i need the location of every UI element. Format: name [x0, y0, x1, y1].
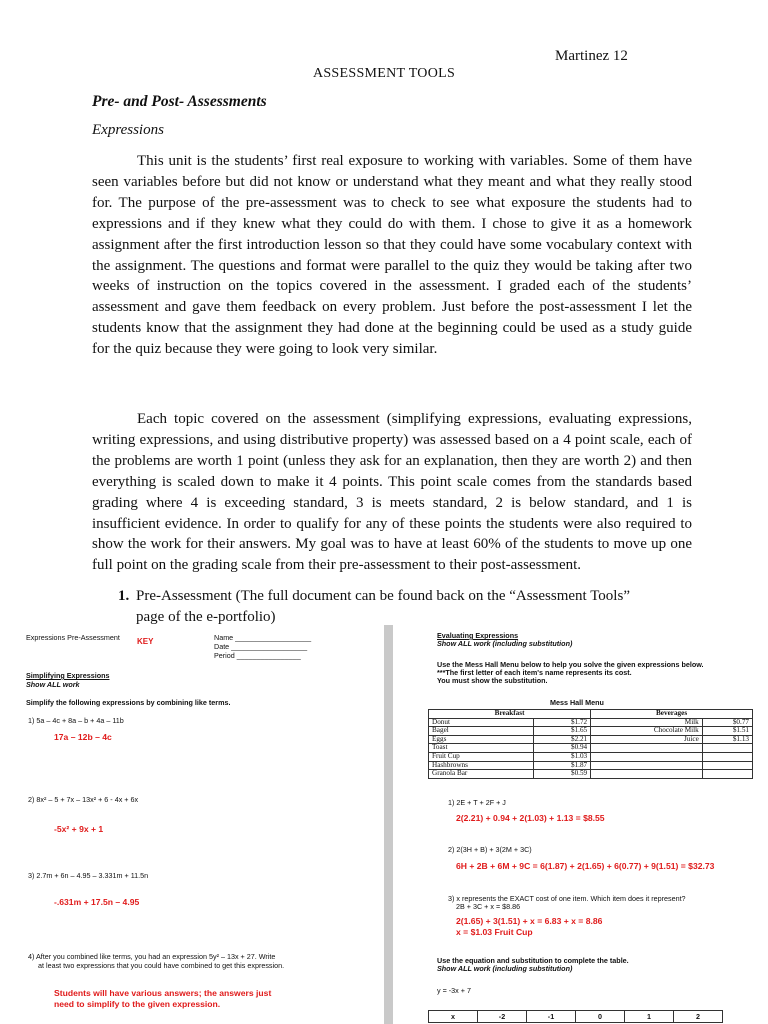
section-subheading: Expressions	[92, 122, 164, 138]
simplify-instruction: Simplify the following expressions by combining like terms.	[26, 698, 231, 707]
menu-cell	[591, 752, 703, 761]
answer-2: -5x² + 9x + 1	[54, 824, 104, 834]
worksheet-image	[18, 625, 753, 1024]
show-work-note: Show ALL work	[26, 680, 80, 689]
menu-cell: $0.59	[534, 770, 591, 779]
menu-cell: $0.77	[702, 718, 752, 727]
paragraph-2-text: Each topic covered on the assessment (simplifying expressions, evaluating expressions, writing expressions, and using distributive property) was assessed based on a 4 point scale, each of the problems are worth 1 point (unless they ask for an explanation, then they are worth 2) and then everything is scaled down to make it 4 points. This point scale comes from the standards based grading where 4 is exceeding standard, 3 is meets standard, 2 is below standard, and 1 is insufficient evidence. In order to qualify for any of these points the students were also required to show the work for their answers. My goal was to have at least 60% of the students to move up one full point on the grading scale from their pre-assessment to their post-assessment.	[92, 411, 692, 574]
answer-1: 17a – 12b – 4c	[54, 732, 112, 742]
table-row	[429, 761, 753, 770]
simplifying-heading: Simplifying Expressions	[26, 671, 110, 680]
menu-cell: Hashbrowns	[429, 761, 534, 770]
table-show-work-note: Show ALL work (including substitution)	[437, 964, 573, 973]
eval-answer-2: 6H + 2B + 6M + 9C = 6(1.87) + 2(1.65) + 6(0.77) + 9(1.51) = $32.73	[456, 861, 715, 871]
xy-table-header: -2	[478, 1011, 527, 1023]
table-row	[429, 770, 753, 779]
worksheet-divider	[384, 625, 393, 1024]
page-title: ASSESSMENT TOOLS	[312, 66, 456, 81]
question-1: 1) 5a – 4c + 8a – b + 4a – 11b	[28, 716, 124, 725]
answer-4-line2: need to simplify to the given expression.	[54, 999, 221, 1009]
paragraph-2	[92, 409, 692, 576]
menu-cell: Donut	[429, 718, 534, 727]
key-label: KEY	[137, 637, 154, 646]
equation: y = -3x + 7	[437, 986, 471, 995]
mess-hall-menu-table	[428, 709, 753, 779]
menu-cell: $0.94	[534, 744, 591, 753]
menu-cell: $1.65	[534, 727, 591, 736]
menu-cell	[591, 770, 703, 779]
period-field: Period ________________	[214, 651, 301, 660]
worksheet-title: Expressions Pre-Assessment	[26, 633, 120, 642]
page-header-name: Martinez 12	[555, 48, 628, 64]
menu-cell: Milk	[591, 718, 703, 727]
eval-question-2: 2) 2(3H + B) + 3(2M + 3C)	[448, 845, 532, 854]
menu-instruction: Use the Mess Hall Menu below to help you solve the given expressions below.	[437, 660, 704, 669]
table-row	[429, 727, 753, 736]
question-4-line1: 4) After you combined like terms, you had an expression 5y² – 13x + 27. Write	[28, 952, 276, 961]
menu-cell: $2.21	[534, 735, 591, 744]
paragraph-1-text: This unit is the students’ first real exposure to working with variables. Some of them have seen variables before but did not know or understand what they meant and what they really stood for. The purpose of the pre-assessment was to check to see what exposure the students had to expressions and if they knew what they could do with them. I chose to give it as a homework assignment after the first introduction lesson so that they could have some vocabulary context with the assignment. The questions and format were parallel to the quiz they would be taking after two weeks of instruction on the topics covered in the assessment. I graded each of the students’ assessment and gave them feedback on every problem. Just before the post-assessment I let the students know that the assignment they had done at the beginning could be used as a study guide for the quiz because they were going to look very similar.	[92, 153, 692, 358]
eval-answer-3-line2: x = $1.03 Fruit Cup	[456, 927, 533, 937]
eval-answer-1: 2(2.21) + 0.94 + 2(1.03) + 1.13 = $8.55	[456, 813, 605, 823]
show-work-substitution-note: Show ALL work (including substitution)	[437, 639, 573, 648]
list-item-number: 1.	[118, 588, 130, 604]
answer-4-line1: Students will have various answers; the answers just	[54, 988, 272, 998]
menu-cell: Chocolate Milk	[591, 727, 703, 736]
menu-cell: Juice	[591, 735, 703, 744]
paragraph-1	[92, 151, 692, 360]
eval-question-3-line1: 3) x represents the EXACT cost of one item. Which item does it represent?	[448, 894, 686, 903]
table-row	[429, 710, 753, 719]
menu-cell	[702, 752, 752, 761]
menu-cell: $1.87	[534, 761, 591, 770]
table-row	[429, 744, 753, 753]
section-heading: Pre- and Post- Assessments	[92, 93, 267, 110]
xy-table-header: 2	[674, 1011, 723, 1023]
menu-header-breakfast: Breakfast	[429, 710, 591, 719]
xy-table	[428, 1010, 723, 1023]
eval-answer-3-line1: 2(1.65) + 3(1.51) + x = 6.83 + x = 8.86	[456, 916, 603, 926]
menu-cell: Bagel	[429, 727, 534, 736]
menu-cell	[591, 744, 703, 753]
question-2: 2) 8x² – 5 + 7x – 13x² + 6 - 4x + 6x	[28, 795, 139, 804]
menu-title: Mess Hall Menu	[550, 698, 604, 707]
menu-cell	[591, 761, 703, 770]
menu-cell: Fruit Cup	[429, 752, 534, 761]
menu-cell: Granola Bar	[429, 770, 534, 779]
menu-cell: $1.03	[534, 752, 591, 761]
answer-3: -.631m + 17.5n – 4.95	[54, 897, 140, 907]
menu-header-beverages: Beverages	[591, 710, 753, 719]
xy-table-header: x	[429, 1011, 478, 1023]
table-row	[429, 718, 753, 727]
menu-cell: $1.13	[702, 735, 752, 744]
menu-cell: $1.72	[534, 718, 591, 727]
eval-question-1: 1) 2E + T + 2F + J	[448, 798, 506, 807]
evaluating-heading: Evaluating Expressions	[437, 631, 519, 640]
menu-cell	[702, 761, 752, 770]
menu-cell: Eggs	[429, 735, 534, 744]
xy-table-header: 1	[625, 1011, 674, 1023]
table-row	[429, 752, 753, 761]
date-field: Date ___________________	[214, 642, 308, 651]
table-instruction: Use the equation and substitution to complete the table.	[437, 956, 629, 965]
question-4-line2: at least two expressions that you could have combined to get this expression.	[38, 961, 285, 970]
first-letter-note: ***The first letter of each item's name represents its cost.	[437, 668, 632, 677]
menu-cell: Toast	[429, 744, 534, 753]
menu-cell	[702, 744, 752, 753]
menu-cell: $1.51	[702, 727, 752, 736]
table-row	[429, 1011, 723, 1023]
substitution-note: You must show the substitution.	[437, 676, 548, 685]
table-row	[429, 735, 753, 744]
list-item-text: Pre-Assessment (The full document can be found back on the “Assessment Tools” page of the e-portfolio)	[136, 588, 630, 625]
question-3: 3) 2.7m + 6n – 4.95 – 3.331m + 11.5n	[28, 871, 149, 880]
menu-cell	[702, 770, 752, 779]
xy-table-header: 0	[576, 1011, 625, 1023]
list-item	[118, 586, 648, 628]
xy-table-header: -1	[527, 1011, 576, 1023]
name-field: Name ___________________	[214, 633, 312, 642]
eval-question-3-line2: 2B + 3C + x = $8.86	[456, 902, 521, 911]
